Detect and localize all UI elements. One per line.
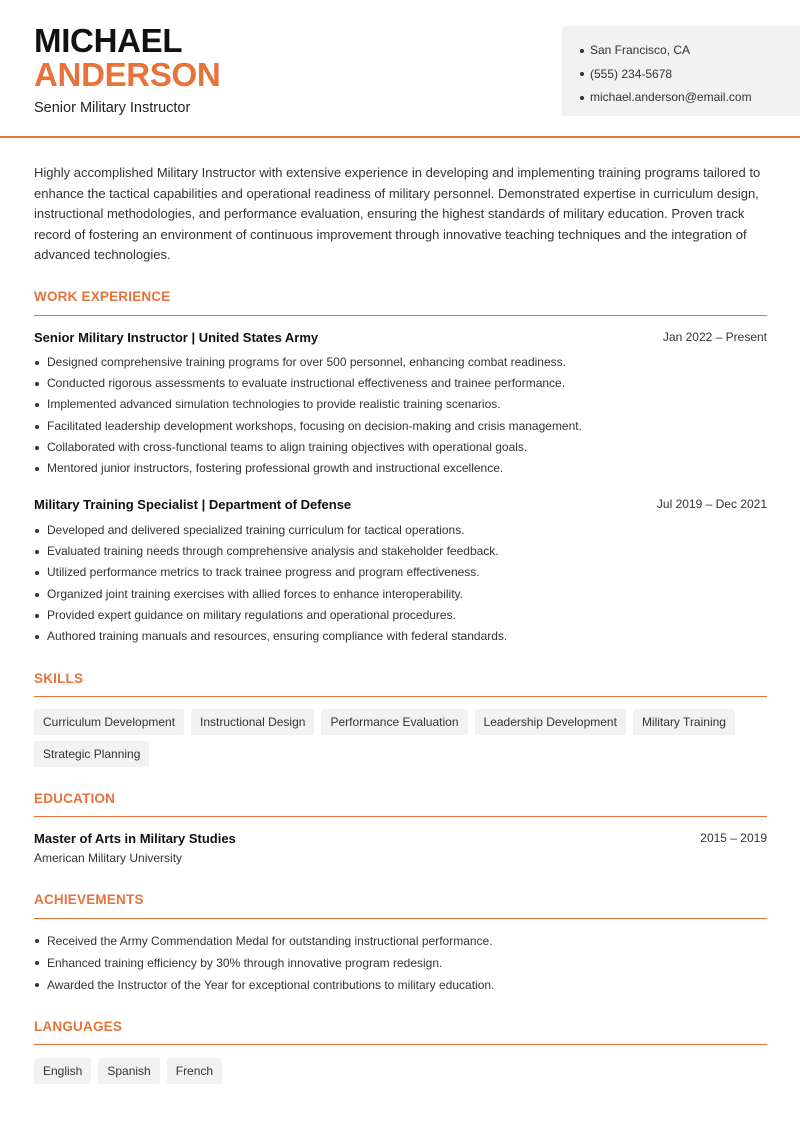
list-item: Developed and delivered specialized training curriculum for tactical operations. [34,520,767,541]
job-title: Senior Military Instructor [34,100,191,116]
school-name: American Military University [34,851,183,865]
section-divider [34,315,767,316]
bullet-icon [580,72,584,76]
list-item: Enhanced training efficiency by 30% through innovative program redesign. [34,952,767,974]
section-title-education: EDUCATION [34,791,116,806]
list-item: Authored training manuals and resources, ensuring compliance with federal standards. [34,626,767,647]
list-item: Collaborated with cross-functional teams to align training objectives with operational goals. [34,437,767,458]
job-header [34,497,767,515]
list-item: Awarded the Instructor of the Year for exceptional contributions to military education. [34,974,767,996]
professional-summary: Highly accomplished Military Instructor with extensive experience in developing and implementing training programs tailored to enhance the tactical capabilities and operational readiness of military personnel. Demonstrated expertise in curriculum design, instructional methodologies, and performance evaluation, ensuring the highest standards of military education. Proven track record of fostering an environment of continuous improvement through innovative teaching techniques and the integration of advanced technologies. [34,165,761,263]
achievements-list [34,930,767,996]
education-header [34,831,767,849]
job-dates: Jul 2019 – Dec 2021 [656,497,767,511]
section-title-work: WORK EXPERIENCE [34,289,171,304]
first-name: MICHAEL [34,22,183,59]
education-dates: 2015 – 2019 [700,831,767,845]
job-role: Military Training Specialist | Department of Defense [34,497,352,512]
skill-tag: Strategic Planning [34,741,149,767]
list-item: Conducted rigorous assessments to evaluate instructional effectiveness and trainee performance. [34,373,767,394]
section-divider [34,1044,767,1045]
contact-phone-text: (555) 234-5678 [590,66,673,81]
list-item: Organized joint training exercises with allied forces to enhance interoperability. [34,584,767,605]
language-tag: French [167,1058,222,1084]
list-item: Utilized performance metrics to track trainee progress and program effectiveness. [34,562,767,583]
contact-phone [580,63,800,87]
contact-box [562,26,800,116]
list-item: Designed comprehensive training programs for over 500 personnel, enhancing combat readiness. [34,352,767,373]
last-name: ANDERSON [34,56,221,93]
skill-tag: Instructional Design [191,709,314,735]
job-bullets [34,520,767,647]
resume-header [0,0,800,138]
list-item: Received the Army Commendation Medal for outstanding instructional performance. [34,930,767,952]
language-tag: Spanish [98,1058,159,1084]
section-divider [34,918,767,919]
contact-email [580,86,800,110]
bullet-icon [580,49,584,53]
job-bullets [34,352,767,479]
skill-tag: Leadership Development [475,709,626,735]
skills-list [34,709,767,767]
list-item: Implemented advanced simulation technologies to provide realistic training scenarios. [34,394,767,415]
languages-list [34,1058,767,1084]
job-header [34,330,767,348]
language-tag: English [34,1058,91,1084]
section-title-skills: SKILLS [34,671,84,686]
section-title-languages: LANGUAGES [34,1019,123,1034]
skill-tag: Curriculum Development [34,709,184,735]
section-title-achievements: ACHIEVEMENTS [34,892,144,907]
contact-location [580,39,800,63]
section-divider [34,696,767,697]
list-item: Evaluated training needs through comprehensive analysis and stakeholder feedback. [34,541,767,562]
list-item: Mentored junior instructors, fostering professional growth and instructional excellence. [34,458,767,479]
skill-tag: Military Training [633,709,735,735]
contact-email-text: michael.anderson@email.com [590,90,752,104]
job-dates: Jan 2022 – Present [662,330,767,344]
list-item: Provided expert guidance on military regulations and operational procedures. [34,605,767,626]
job-role: Senior Military Instructor | United States Army [34,330,319,345]
degree: Master of Arts in Military Studies [34,831,236,846]
section-divider [34,816,767,817]
list-item: Facilitated leadership development workshops, focusing on decision-making and crisis management. [34,416,767,437]
contact-location-text: San Francisco, CA [590,43,691,57]
bullet-icon [580,96,584,100]
skill-tag: Performance Evaluation [321,709,467,735]
